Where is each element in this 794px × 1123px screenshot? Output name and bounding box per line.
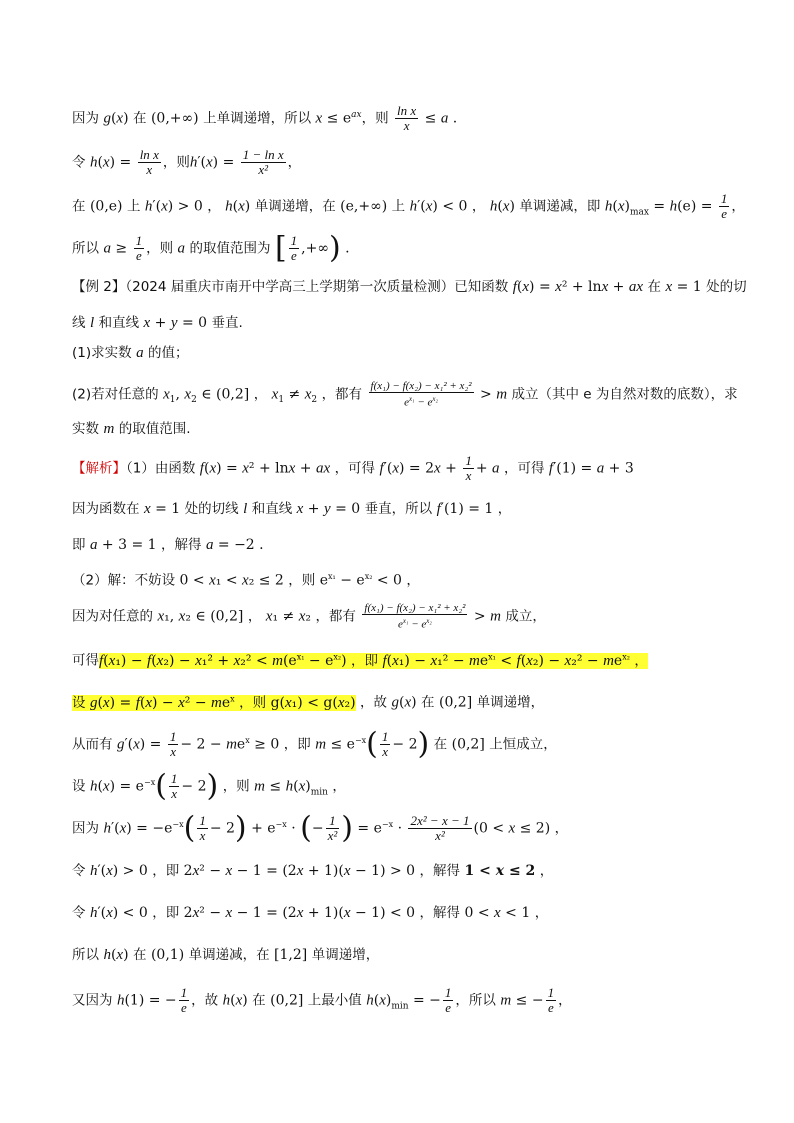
text-line: 令 h′(x) < 0 ，即 2x² − x − 1 = (2x + 1)(x − 1) < 0 ，解得 0 < x < 1 ， — [72, 905, 549, 921]
text-line: （2）解：不妨设 0 < x₁ < x₂ ≤ 2 ，则 $e^{x_1} - e^{x_2} < 0$ ， — [72, 572, 420, 589]
text-line: 在 (0,e) 上 h′(x) > 0 ， h(x) 单调递增，在 (e,+∞) 上 h′(x) < 0 ， h(x) 单调递减，即 $h(x)_{max} = h(e)$ = $\frac{1}{e}$ ， — [72, 191, 745, 221]
text-line: 所以 a ≥ $\frac{1}{e}$ ，则 a 的取值范围为 [ $\frac{1}{e}$ ,+∞) . — [72, 230, 350, 266]
highlighted-line: 设 $g(x) = f(x) - x^2 - me^x$ ，则 g(x₁) < g(x₂) ，故 g(x) 在 (0,2] 单调递增， — [72, 694, 545, 711]
text-line: (1)求实数 a 的值； — [72, 345, 189, 361]
text-line: 设 $h(x) = e^{-x}$( $\frac{1}{x}$ − 2) ，则 $m \le h(x)_{min}$ ， — [72, 768, 346, 804]
text-line: 实数 m 的取值范围. — [72, 421, 191, 437]
text-line: 令 h(x) = $\frac{\text{ln x}}{x}$ ，则h′(x) = $\frac{\text{1 − ln x}}{\text{x²}}$ ， — [72, 147, 302, 177]
text-line: 所以 h(x) 在 (0,1) 单调递减，在 [1,2] 单调递增， — [72, 947, 380, 963]
text-line: 线 l 和直线 x + y = 0 垂直. — [72, 315, 243, 331]
text-line: 令 h′(x) > 0 ，即 2x² − x − 1 = (2x + 1)(x − 1) > 0 ，解得 1 < x ≤ 2 ， — [72, 863, 554, 879]
text-line: 因为对任意的 x₁, x₂ ∈ (0,2] ， x₁ ≠ x₂ ，都有 $\frac{\text{f(x₁) − f(x₂) − x₁² + x₂²}}{e^{x_1} - e^{x_2}}$ > m 成立， — [72, 602, 546, 631]
text-line: 【解析】（1）由函数 f(x) = x² + lnx + ax ，可得 f′(x) = 2x + $\frac{1}{x}$ + a ，可得 f′(1) = a + 3 — [72, 453, 634, 483]
text-line: 从而有 g′(x) = $\frac{1}{x}$ − $2 - me^x \ge 0$ ，即 $m \le e^{-x}$( $\frac{1}{x}$ − 2) 在 (0,2] 上恒成立， — [72, 726, 557, 762]
text-line: 因为函数在 x = 1 处的切线 l 和直线 x + y = 0 垂直，所以 f′(1) = 1 ， — [72, 501, 512, 517]
text-line: (2)若对任意的 $x_1$, $x_2$ ∈ (0,2] ， $x_1 \ne x_2$ ，都有 $\frac{\text{f(x₁) − f(x₂) − x₁² + x₂²}}{e^{x_1} - e^{x_2}}$ > m 成立（其中 e 为自然对数的底数），求 — [72, 380, 738, 409]
text-line: 又因为 h(1) = − $\frac{1}{e}$ ，故 h(x) 在 (0,2] 上最小值 $h(x)_{min}$ = − $\frac{1}{e}$ ，所以 m ≤ − $\frac{1}{e}$ ， — [72, 985, 572, 1015]
text-line: 因为 $h'(x) = -e^{-x}$( $\frac{1}{x}$ − $2) + e^{-x}$ · (− $\frac{1}{\text{x²}}$ ) = $e^{-x}$ · $\frac{\text{2x² − x − 1}}{\text{x²}}$ (0 < x ≤ 2) ， — [72, 810, 569, 846]
text-line: 即 a + 3 = 1 ，解得 a = −2 . — [72, 537, 264, 553]
highlighted-line: 可得$f(x_1) - f(x_2) - x_1^2 + x_2^2 < m(e^{x_1} - e^{x_2})$ ，即 $f(x_1) - x_1^2 - me^{x_1} < f(x_2) - x_2^2 - me^{x_2}$ ， — [72, 652, 648, 669]
text-line: 因为 g(x) 在 (0,+∞) 上单调递增，所以 $x \le e^{ax}$，则 $\frac{\text{ln x}}{x}$ ≤ a . — [72, 103, 458, 134]
text-line: 【例 2】（2024 届重庆市南开中学高三上学期第一次质量检测）已知函数 f(x) = x² + lnx + ax 在 x = 1 处的切 — [72, 279, 747, 295]
